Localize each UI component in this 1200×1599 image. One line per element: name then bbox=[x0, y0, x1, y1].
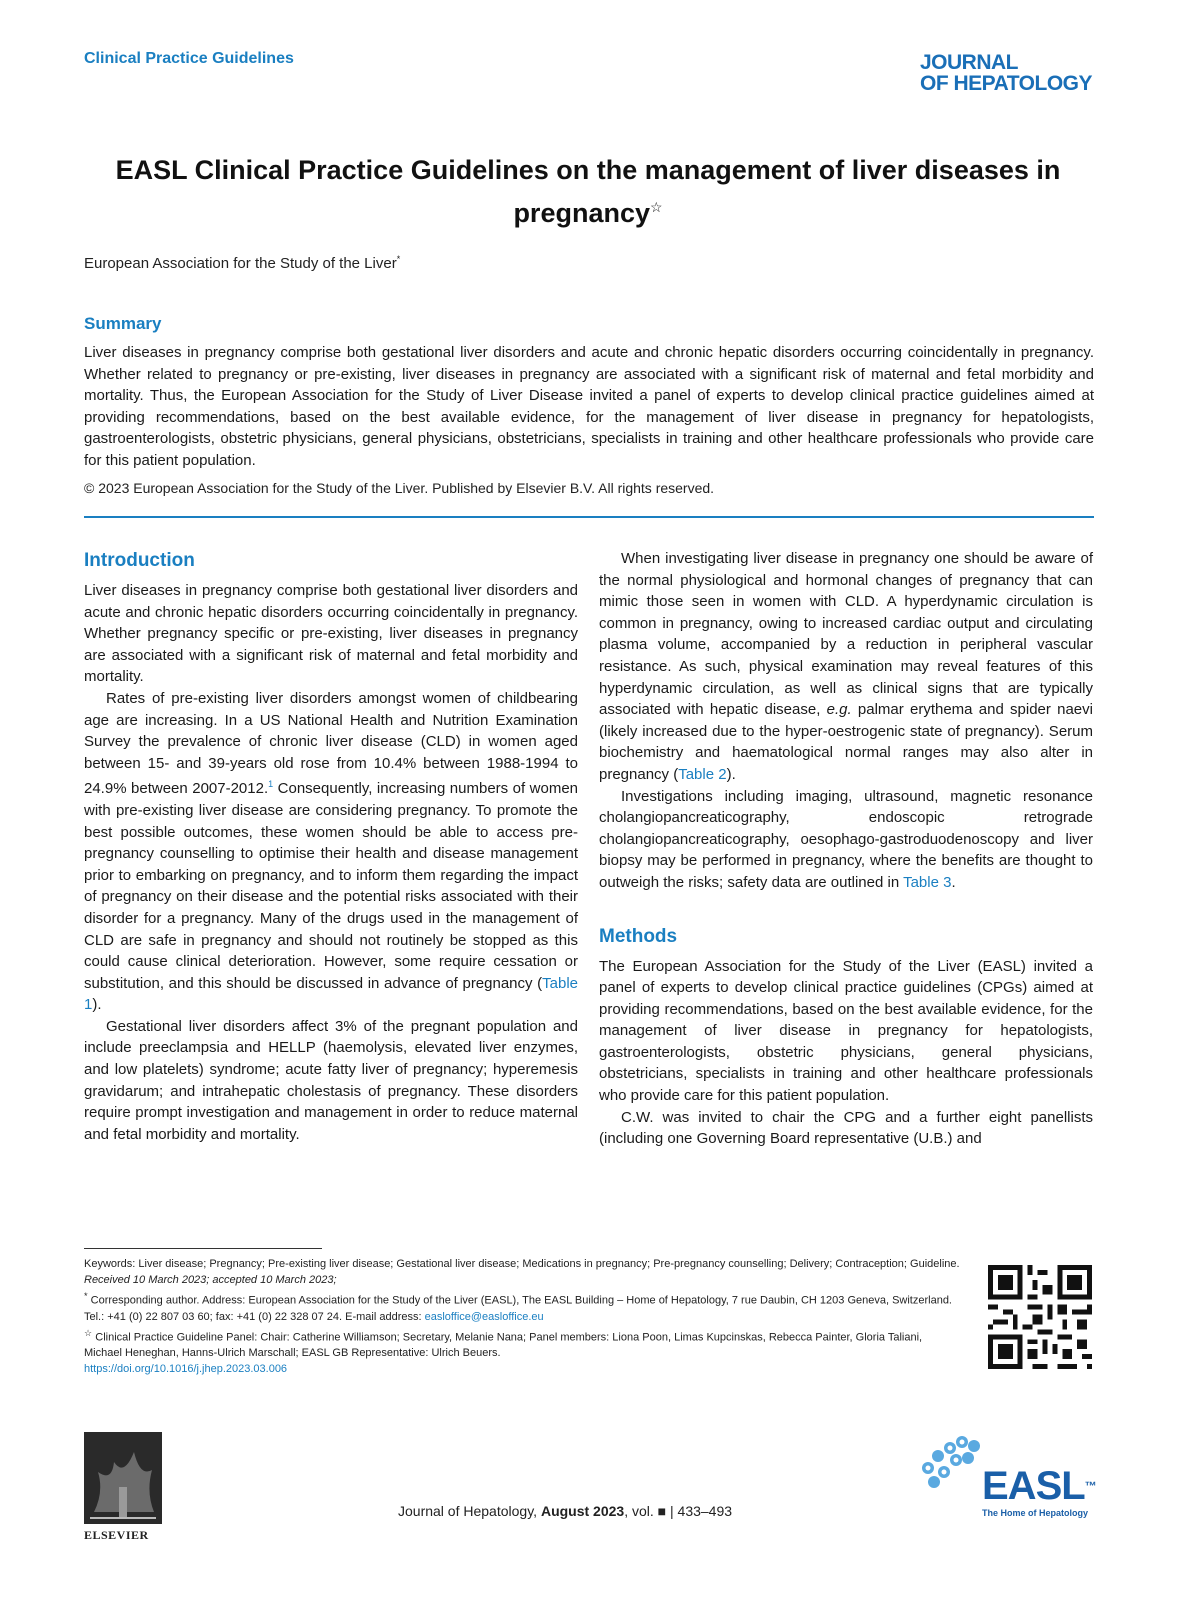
summary-divider bbox=[84, 516, 1094, 518]
summary-heading: Summary bbox=[84, 314, 162, 333]
easl-logo-text bbox=[982, 1466, 1096, 1506]
keywords: Keywords: Liver disease; Pregnancy; Pre-existing liver disease; Gestational liver disease; Medications in pregnancy; Pre-pregnancy counselling; Delivery; Contraception; Guideline. bbox=[84, 1258, 960, 1270]
right-column bbox=[599, 548, 1093, 1150]
summary-text: Liver diseases in pregnancy comprise both gestational liver disorders and acute and chronic hepatic disorders occurring coincidentally in pregnancy. Whether related to pregnancy or pre-existing, liver diseases in pregnancy are associated with a significant risk of maternal and fetal morbidity and mortality. Thus, the European Association for the Study of Liver Disease invited a panel of experts to develop clinical practice guidelines aimed at providing recommendations, based on the best available evidence, for the management of liver disease in pregnancy for hepatologists, gastroenterologists, obstetric physicians, general physicians, obstetricians, specialists in training and other healthcare professionals who provide care for this patient population. bbox=[84, 344, 1094, 469]
citation-volume: , vol. ■ | 433–493 bbox=[624, 1503, 733, 1519]
section-gap bbox=[599, 894, 1093, 924]
journal-citation bbox=[398, 1503, 732, 1519]
elsevier-tree-logo-icon bbox=[84, 1432, 162, 1524]
citation-journal: Journal of Hepatology, bbox=[398, 1503, 541, 1519]
introduction-heading: Introduction bbox=[84, 550, 195, 571]
email-link[interactable]: easloffice@easloffice.eu bbox=[424, 1310, 544, 1323]
table-1-link[interactable]: Table 1 bbox=[84, 974, 578, 1014]
methods-paragraph-1: The European Association for the Study of the Liver (EASL) invited a panel of experts to develop clinical practice guidelines (CPGs) aimed at providing recommendations, based on the best available evidence, for the management of liver disease in pregnancy for hepatologists, gastroenterologists, obstetric physicians, general physicians, obstetricians, specialists in training and other healthcare professionals who provide care for this patient population. bbox=[599, 957, 1093, 1105]
corresponding-text: Corresponding author. Address: European Association for the Study of the Liver (EASL), The EASL Building – Home of Hepatology, 7 rue Daubin, CH 1203 Geneva, Switzerland. Tel.: +41 (0) 22 807 03 60; fax: +41 (0) 22 328 07 24. E-mail address: bbox=[84, 1294, 952, 1323]
section-label: Clinical Practice Guidelines bbox=[84, 50, 294, 67]
intro-p2-text-b: Consequently, increasing numbers of women with pre-existing liver disease are considering pregnancy. To promote the best possible outcomes, these women should be able to access pre-pregnancy counselling to optimise their health and disease management prior to embarking on pregnancy, and to inform them regarding the impact of pregnancy on their disease and the potential risks associated with their disorder for a pregnancy. Many of the drugs used in the management of CLD are safe in pregnancy and should not routinely be stopped as this could cause clinical deterioration. However, some require cessation or substitution, and this should be discussed in advance of pregnancy ( bbox=[84, 780, 579, 992]
intro-paragraph-3: Gestational liver disorders affect 3% of the pregnant population and include preeclampsia and HELLP (haemolysis, elevated liver enzymes, and low platelets) syndrome; acute fatty liver of pregnancy; hyperemesis gravidarum; and intrahepatic cholestasis of pregnancy. These disorders require prompt investigation and management in order to reduce maternal and fetal morbidity and mortality. bbox=[84, 1017, 578, 1143]
intro-paragraph-1: Liver diseases in pregnancy comprise both gestational liver disorders and acute and chronic hepatic disorders occurring coincidentally in pregnancy. Whether pregnancy specific or pre-existing, liver diseases in pregnancy are associated with a significant risk of maternal and fetal morbidity and mortality. bbox=[84, 582, 578, 686]
right-p2-text: Investigations including imaging, ultrasound, magnetic resonance cholangiopancreaticography, endoscopic retrograde cholangiopancreaticography, oesophago-gastroduodenoscopy and liver biopsy may be performed in pregnancy, where the benefits are thought to outweigh the risks; safety data are outlined in bbox=[599, 787, 1093, 891]
corresponding-author bbox=[84, 1288, 960, 1325]
intro-p2-text-a: Rates of pre-existing liver disorders amongst women of childbearing age are increasing. In a US National Health and Nutrition Examination Survey the prevalence of chronic liver disease (CLD) in women aged between 15- and 39-years old rose from 10.4% between 1988-1994 to 24.9% between 2007-2012. bbox=[84, 689, 578, 798]
easl-wordmark: EASL bbox=[982, 1464, 1085, 1508]
article-title-text: EASL Clinical Practice Guidelines on the management of liver diseases in pregnancy bbox=[115, 155, 1061, 228]
reference-1-link[interactable]: 1 bbox=[268, 779, 274, 790]
article-author bbox=[84, 254, 400, 272]
right-p1-text-a: When investigating liver disease in pregnancy one should be aware of the normal physiological and hormonal changes of pregnancy that can mimic those seen in women with CLD. A hyperdynamic circulation is common in pregnancy, owing to increased cardiac output and circulating plasma volume, accompanied by a reduction in peripheral vascular resistance. As such, physical examination may reveal features of this hyperdynamic circulation, as well as clinical signs that are typically associated with hepatic disease, bbox=[599, 550, 1093, 719]
left-column bbox=[84, 548, 578, 1145]
easl-trademark: ™ bbox=[1084, 1479, 1096, 1493]
author-footnote-mark[interactable]: * bbox=[396, 254, 401, 264]
journal-logo-line1: JOURNAL bbox=[919, 51, 1018, 74]
journal-logo-line2: OF HEPATOLOGY bbox=[919, 72, 1092, 95]
received-dates: Received 10 March 2023; accepted 10 March 2023; bbox=[84, 1274, 337, 1286]
right-p1-end: ). bbox=[726, 765, 736, 783]
panel-text: Clinical Practice Guideline Panel: Chair: Catherine Williamson; Secretary, Melanie Nana; Panel members: Liona Poon, Limas Kupcinskas, Rebecca Painter, Gloria Taliani, Michael Heneghan, Hanns-Ulrich Marschall; EASL GB Representative: Ulrich Beuers. bbox=[84, 1331, 923, 1360]
panel-mark: ☆ bbox=[84, 1327, 93, 1338]
methods-heading: Methods bbox=[599, 925, 678, 947]
intro-p2-end: ). bbox=[92, 996, 102, 1014]
right-paragraph-2 bbox=[599, 786, 1093, 894]
methods-paragraph-2: C.W. was invited to chair the CPG and a further eight panellists (including one Governing Board representative (U.B.) and bbox=[599, 1108, 1093, 1148]
copyright-notice: © 2023 European Association for the Study of the Liver. Published by Elsevier B.V. All rights reserved. bbox=[84, 480, 715, 496]
intro-paragraph-2 bbox=[84, 688, 578, 1016]
right-p2-end: . bbox=[951, 873, 956, 891]
footnotes bbox=[84, 1256, 960, 1377]
qr-code-icon[interactable] bbox=[988, 1265, 1092, 1369]
right-paragraph-1 bbox=[599, 548, 1093, 786]
eg-abbrev: e.g. bbox=[826, 701, 852, 719]
title-footnote-mark[interactable]: ☆ bbox=[649, 199, 663, 215]
journal-logo bbox=[920, 52, 1092, 94]
article-title bbox=[84, 152, 1092, 232]
corresponding-mark: * bbox=[84, 1291, 88, 1301]
right-p1-text-b: palmar erythema and spider naevi (likely increased due to the hyper-oestrogenic state of pregnancy). Serum biochemistry and haematological normal ranges may also alter in pregnancy ( bbox=[599, 701, 1093, 783]
author-name: European Association for the Study of the Liver bbox=[84, 255, 397, 272]
publisher-name: ELSEVIER bbox=[84, 1528, 149, 1542]
citation-date: August 2023 bbox=[540, 1503, 625, 1519]
easl-tagline: The Home of Hepatology bbox=[982, 1508, 1089, 1518]
doi-link[interactable]: https://doi.org/10.1016/j.jhep.2023.03.006 bbox=[84, 1363, 288, 1376]
guideline-panel bbox=[84, 1325, 960, 1362]
table-2-link[interactable]: Table 2 bbox=[678, 765, 727, 783]
table-3-link[interactable]: Table 3 bbox=[903, 873, 952, 891]
footnote-divider bbox=[84, 1248, 322, 1249]
